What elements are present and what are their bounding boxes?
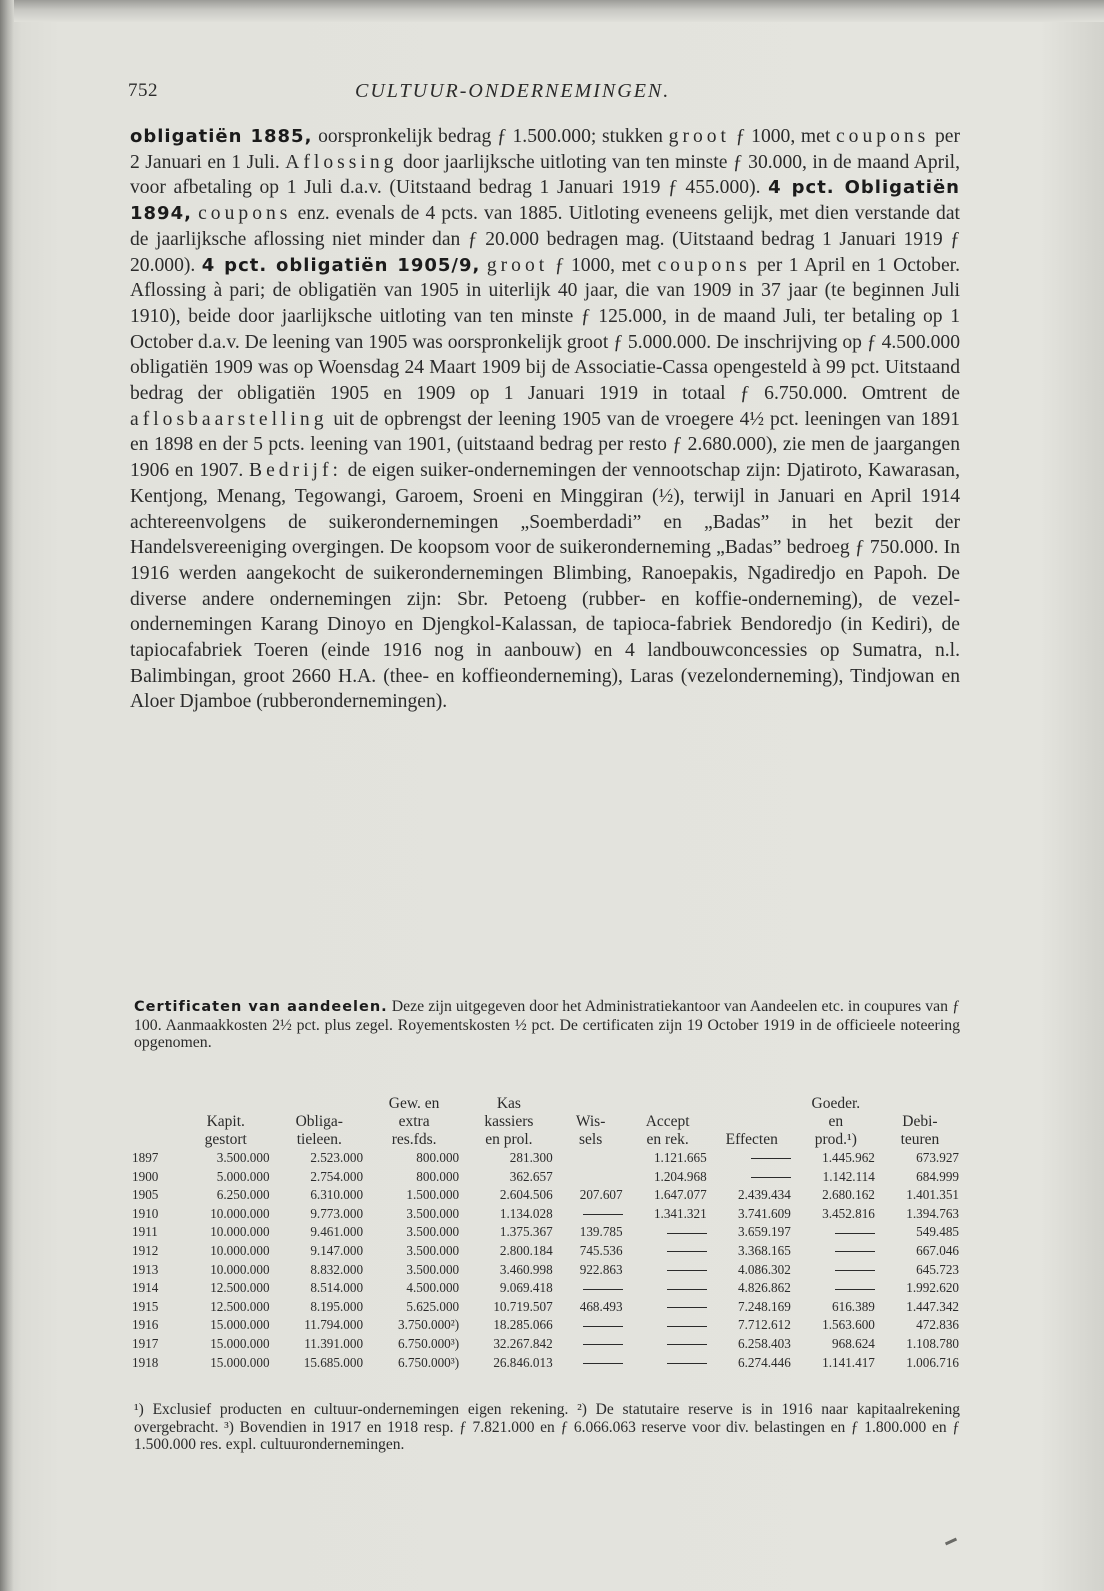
column-header: tieleen. (296, 1131, 342, 1148)
dash-line (835, 1289, 875, 1290)
table-cell: 1.500.000 (406, 1187, 460, 1203)
table-cell: 2.439.434 (738, 1187, 791, 1203)
body-text: oorspronkelijk bedrag ƒ 1.500.000; stukken (312, 126, 669, 147)
column-header: teuren (900, 1131, 940, 1148)
table-row (132, 1205, 962, 1224)
table-cell: 10.000.000 (210, 1261, 270, 1277)
table-cell: 10.719.507 (493, 1298, 553, 1314)
column-header (878, 1095, 962, 1113)
table-cell: 3.741.609 (738, 1205, 791, 1221)
table-cell (626, 1242, 710, 1261)
column-header: Goeder. (811, 1095, 861, 1112)
table-cell: 6.274.446 (738, 1354, 791, 1370)
table-row (132, 1298, 962, 1317)
table-cell: 1.394.763 (906, 1205, 959, 1221)
body-text: per 1 April en 1 October. Aflossing à pari; de obligatiën van 1905 in uiterlijk 40 jaar, die van 1909 in 37 jaar (te beginnen Juli 1910), beide door jaarlijksche uitloting van ten minste ƒ 125.000, in de maand Juli, ter betaling op 1 October d.a.v. De leening van 1905 was oorspronkelijk groot ƒ 5.000.000. De inschrijving op ƒ 4.500.000 obligatiën 1909 was op Woensdag 24 Maart 1909 bij de Associatie-Cassa opengesteld à 99 pct. Uitstaand bedrag der obligatiën 1905 en 1909 op 1 Januari 1919 in totaal ƒ 6.750.000. Omtrent de (130, 254, 960, 405)
body-text: per 2 Januari en 1 Juli. (130, 126, 960, 173)
year-cell: 1915 (132, 1298, 159, 1314)
table-cell: 1.563.600 (822, 1317, 875, 1333)
footnotes: ¹) Exclusief producten en cultuur-ondernemingen eigen rekening. ²) De statutaire reserve is in 1916 naar kapitaalrekening overgebracht. ³) Bovendien in 1917 en 1918 resp. ƒ 7.821.000 en ƒ 6.066.063 reserve voor div. belastingen en ƒ 1.800.000 en ƒ 1.500.000 res. expl. cultuurondernemingen. (134, 1401, 960, 1454)
column-header: Debi- (902, 1113, 938, 1130)
table-row (132, 1242, 962, 1261)
table-cell: 2.523.000 (310, 1150, 364, 1165)
table-cell: 10.000.000 (210, 1205, 270, 1221)
body-text: door jaarlijksche uitloting van ten minste ƒ 30.000, in de maand April, voor afbetaling op 1 Juli d.a.v. (Uitstaand bedrag 1 Januari 1919 ƒ 455.000). (130, 151, 960, 199)
table-cell (710, 1168, 794, 1187)
table-cell: 9.773.000 (310, 1205, 364, 1221)
table-cell: 1.121.665 (653, 1150, 707, 1165)
dash-line (667, 1270, 707, 1271)
table-cell: 139.785 (579, 1224, 623, 1240)
table-cell (556, 1168, 626, 1187)
header-row (132, 1113, 962, 1131)
table-cell (794, 1242, 878, 1261)
table-cell (556, 1205, 626, 1224)
year-cell: 1917 (132, 1335, 159, 1351)
table-cell: 1.006.716 (906, 1354, 959, 1370)
column-header (179, 1095, 273, 1113)
header-row (132, 1095, 962, 1113)
table-cell (626, 1316, 710, 1335)
column-header (132, 1113, 179, 1131)
body-text: enz. evenals de 4 pcts. van 1885. Uitloting eveneens gelijk, met dien verstande dat de jaarlijksche aflossing niet minder dan ƒ 20.000 bedragen mag. (Uitstaand bedrag 1 Januari 1919 ƒ 20.000). (130, 203, 960, 276)
table-cell: 4.826.862 (738, 1280, 791, 1296)
column-header: prod.¹) (814, 1131, 857, 1148)
table-cell: 15.000.000 (210, 1317, 270, 1333)
bond-heading-1885: obligatiën 1885, (130, 126, 313, 147)
table-cell: 362.657 (509, 1168, 553, 1184)
table-cell: 8.832.000 (310, 1261, 364, 1277)
table-cell: 8.195.000 (310, 1298, 364, 1314)
table-cell: 8.514.000 (310, 1280, 364, 1296)
table-cell (794, 1223, 878, 1242)
table-cell: 472.836 (916, 1317, 959, 1333)
table-cell: 281.300 (509, 1150, 553, 1165)
year-cell: 1897 (132, 1150, 159, 1165)
table-cell: 3.500.000 (406, 1224, 460, 1240)
dash-line (667, 1233, 707, 1234)
table-cell: 549.485 (916, 1224, 959, 1240)
table-cell (794, 1279, 878, 1298)
table-cell: 3.750.000²) (398, 1317, 460, 1333)
table-cell: 645.723 (916, 1261, 959, 1277)
table-cell: 3.452.816 (822, 1205, 875, 1221)
spaced-term: groot (668, 126, 730, 147)
year-cell: 1905 (132, 1187, 159, 1203)
table-cell: 15.685.000 (303, 1354, 364, 1370)
table-row (132, 1354, 962, 1373)
table-cell: 468.493 (579, 1298, 623, 1314)
financial-table (132, 1095, 962, 1372)
table-cell: 1.142.114 (822, 1168, 875, 1184)
table-cell: 10.000.000 (210, 1242, 270, 1258)
table-cell: 9.069.418 (499, 1280, 553, 1296)
spaced-term: aflosbaarstelling (130, 408, 328, 430)
table-cell: 684.999 (916, 1168, 959, 1184)
table-cell: 11.391.000 (304, 1335, 364, 1351)
table-cell: 4.086.302 (738, 1261, 791, 1277)
dash-line (667, 1363, 707, 1364)
table-cell: 10.000.000 (210, 1224, 270, 1240)
table-cell: 26.846.013 (493, 1354, 553, 1370)
table-cell: 968.624 (832, 1335, 875, 1351)
table-cell (626, 1298, 710, 1317)
table-cell: 1.992.620 (906, 1280, 959, 1296)
table-cell (794, 1261, 878, 1280)
body-text: uit de opbrengst der leening 1905 van de vroegere 4½ pct. leeningen van 1891 en 1898 en der 5 pcts. leening van 1901, (uitstaand bedrag per resto ƒ 2.680.000), zie men de jaargangen 1906 en 1907. (130, 408, 960, 482)
table-row (132, 1223, 962, 1242)
column-header: en prol. (485, 1131, 533, 1148)
table-cell: 1.134.028 (499, 1205, 553, 1221)
column-header: Accept (645, 1113, 690, 1130)
year-cell: 1912 (132, 1242, 159, 1258)
table-cell: 1.447.342 (906, 1298, 959, 1314)
column-header: Obliga- (295, 1113, 343, 1130)
dash-line (583, 1344, 623, 1345)
table-cell: 9.147.000 (310, 1242, 364, 1258)
dash-line (835, 1270, 875, 1271)
table-cell: 3.368.165 (738, 1242, 791, 1258)
spaced-term: groot (486, 254, 549, 276)
table-cell (626, 1354, 710, 1373)
table-cell (626, 1279, 710, 1298)
dash-line (751, 1177, 791, 1178)
table-cell: 2.680.162 (822, 1187, 875, 1203)
dash-line (835, 1251, 875, 1252)
table-cell: 1.108.780 (906, 1335, 959, 1351)
table-cell: 6.750.000³) (398, 1335, 460, 1351)
table-cell: 6.250.000 (216, 1187, 270, 1203)
certificates-notice (134, 998, 960, 1052)
table-cell: 3.500.000 (406, 1205, 460, 1221)
notice-text: Deze zijn uitgegeven door het Administratiekantoor van Aandeelen etc. in coupures van ƒ 100. Aanmaakkosten 2½ pct. plus zegel. Royementskosten ½ pct. De certificaten zijn 19 October 1919 in de officieele noteering opgenomen. (134, 998, 960, 1051)
table-cell: 2.800.184 (499, 1242, 553, 1258)
column-header (132, 1095, 179, 1113)
table-cell: 3.500.000 (406, 1242, 460, 1258)
table-cell: 3.460.998 (499, 1261, 553, 1277)
table-cell (556, 1149, 626, 1168)
year-cell: 1918 (132, 1354, 159, 1370)
table-cell: 3.500.000 (216, 1150, 270, 1165)
bond-heading-1905-9: 4 pct. obligatiën 1905/9, (201, 254, 481, 276)
table-cell: 9.461.000 (310, 1224, 364, 1240)
column-header (556, 1095, 626, 1113)
column-header: res.fds. (391, 1131, 437, 1148)
year-cell: 1911 (132, 1224, 158, 1240)
spaced-term: coupons (198, 203, 292, 225)
dash-line (667, 1344, 707, 1345)
column-header: sels (579, 1131, 603, 1148)
table-row (132, 1186, 962, 1205)
column-header: kassiers (484, 1113, 534, 1130)
year-cell: 1916 (132, 1317, 159, 1333)
column-header: gestort (204, 1131, 247, 1148)
body-paragraph (130, 124, 960, 715)
table-cell: 1.647.077 (653, 1187, 707, 1203)
column-header: extra (398, 1113, 430, 1130)
table-cell: 207.607 (579, 1187, 623, 1203)
table-row (132, 1335, 962, 1354)
table-cell (556, 1354, 626, 1373)
dash-line (751, 1158, 791, 1159)
scan-left-edge (0, 0, 14, 1591)
table-cell (556, 1335, 626, 1354)
table-cell (556, 1316, 626, 1335)
column-header: Kapit. (206, 1113, 245, 1130)
table-cell: 1.375.367 (499, 1224, 553, 1240)
table-body (132, 1149, 962, 1372)
table-cell: 3.500.000 (406, 1261, 460, 1277)
table-cell: 12.500.000 (210, 1280, 270, 1296)
table-cell: 5.000.000 (216, 1168, 270, 1184)
table-cell: 800.000 (416, 1150, 460, 1165)
year-cell: 1910 (132, 1205, 159, 1221)
bond-heading-1894: 4 pct. Obligatiën 1894, (130, 177, 960, 225)
column-header (710, 1095, 794, 1113)
table-cell: 1.141.417 (822, 1354, 875, 1370)
body-text: ƒ 1000, met (548, 254, 658, 276)
column-header (710, 1113, 794, 1131)
table-header (132, 1095, 962, 1149)
table-row (132, 1261, 962, 1280)
table-cell (626, 1335, 710, 1354)
table-cell: 6.258.403 (738, 1335, 791, 1351)
spaced-term: coupons (657, 254, 751, 276)
column-header (132, 1131, 179, 1149)
table-cell: 3.659.197 (738, 1224, 791, 1240)
column-header: Kas (496, 1095, 521, 1112)
table-cell (626, 1261, 710, 1280)
column-header: Wis- (575, 1113, 606, 1130)
table-cell: 15.000.000 (210, 1354, 270, 1370)
spaced-term: coupons (835, 126, 930, 147)
year-cell: 1914 (132, 1280, 159, 1296)
column-header: Effecten (725, 1131, 778, 1148)
column-header: en (828, 1113, 844, 1130)
dash-line (667, 1289, 707, 1290)
column-header: en rek. (646, 1131, 689, 1148)
table-cell: 1.204.968 (653, 1168, 707, 1184)
table-cell: 922.863 (579, 1261, 623, 1277)
table-cell: 1.445.962 (822, 1150, 875, 1165)
table-cell: 1.401.351 (906, 1187, 959, 1203)
column-header (626, 1095, 710, 1113)
dash-line (667, 1326, 707, 1327)
year-cell: 1900 (132, 1168, 159, 1184)
table-cell: 12.500.000 (210, 1298, 270, 1314)
table-row (132, 1279, 962, 1298)
table-cell: 7.712.612 (738, 1317, 791, 1333)
table-cell: 6.750.000³) (398, 1354, 460, 1370)
dash-line (667, 1307, 707, 1308)
table-cell: 11.794.000 (304, 1317, 364, 1333)
spaced-term: Aflossing (285, 151, 398, 173)
scan-top-edge (0, 0, 1104, 22)
table-cell: 800.000 (416, 1168, 460, 1184)
table-cell: 616.389 (832, 1298, 875, 1314)
body-text: de eigen suiker-ondernemingen der vennootschap zijn: Djatiroto, Kawarasan, Kentjong, Menang, Tegowangi, Garoem, Sroeni en Minggiran (½), terwijl in Januari en April 1914 achtereenvolgens de suikerondernemingen „Soemberdadi” en „Badas” in het bezit der Handelsvereeniging overgingen. De koopsom voor de suikeronderneming „Badas” bedroeg ƒ 750.000. In 1916 werden aangekocht de suikerondernemingen Blimbing, Ranoepakis, Ngadiredjo en Papoh. De diverse andere ondernemingen zijn: Sbr. Petoeng (rubber- en koffie-onderneming), de vezel-ondernemingen Karang Dinoyo en Djengkol-Kalassan, de tapioca-fabriek Bendoredjo (in Kediri), de tapiocafabriek Toeren (einde 1916 nog in aanbouw) en 4 landbouwconcessies op Sumatra, n.l. Balimbingan, groot 2660 H.A. (thee- en koffieonderneming), Laras (vezelonderneming), Tindjowan en Aloer Djamboe (rubberondernemingen). (130, 460, 960, 713)
table-cell: 4.500.000 (406, 1280, 460, 1296)
dash-line (667, 1251, 707, 1252)
table-row (132, 1316, 962, 1335)
table-cell: 1.341.321 (653, 1205, 707, 1221)
table-row (132, 1168, 962, 1187)
dash-line (835, 1233, 875, 1234)
spaced-term: Bedrijf: (249, 460, 342, 482)
table-cell: 5.625.000 (406, 1298, 460, 1314)
column-header (273, 1095, 367, 1113)
table-cell: 745.536 (579, 1242, 623, 1258)
dash-line (583, 1289, 623, 1290)
table-cell (626, 1223, 710, 1242)
notice-heading: Certificaten van aandeelen. (134, 999, 388, 1015)
table-cell (710, 1149, 794, 1168)
table-row (132, 1149, 962, 1168)
running-head: CULTUUR-ONDERNEMINGEN. (355, 80, 671, 102)
column-header: Gew. en (388, 1095, 440, 1112)
dash-line (583, 1326, 623, 1327)
table-cell: 6.310.000 (310, 1187, 364, 1203)
header-row (132, 1131, 962, 1149)
table-cell: 18.285.066 (493, 1317, 553, 1333)
dash-line (583, 1214, 623, 1215)
table-cell (556, 1279, 626, 1298)
year-cell: 1913 (132, 1261, 159, 1277)
table-cell: 7.248.169 (738, 1298, 791, 1314)
table-cell: 32.267.842 (493, 1335, 553, 1351)
table-cell: 2.754.000 (310, 1168, 364, 1184)
page-number: 752 (128, 80, 158, 101)
body-text: ƒ 1000, met (730, 126, 836, 147)
ink-mark (945, 1538, 957, 1546)
table-cell: 2.604.506 (499, 1187, 553, 1203)
dash-line (583, 1363, 623, 1364)
table-cell: 673.927 (916, 1150, 959, 1165)
table-cell: 15.000.000 (210, 1335, 270, 1351)
table-cell: 667.046 (916, 1242, 959, 1258)
